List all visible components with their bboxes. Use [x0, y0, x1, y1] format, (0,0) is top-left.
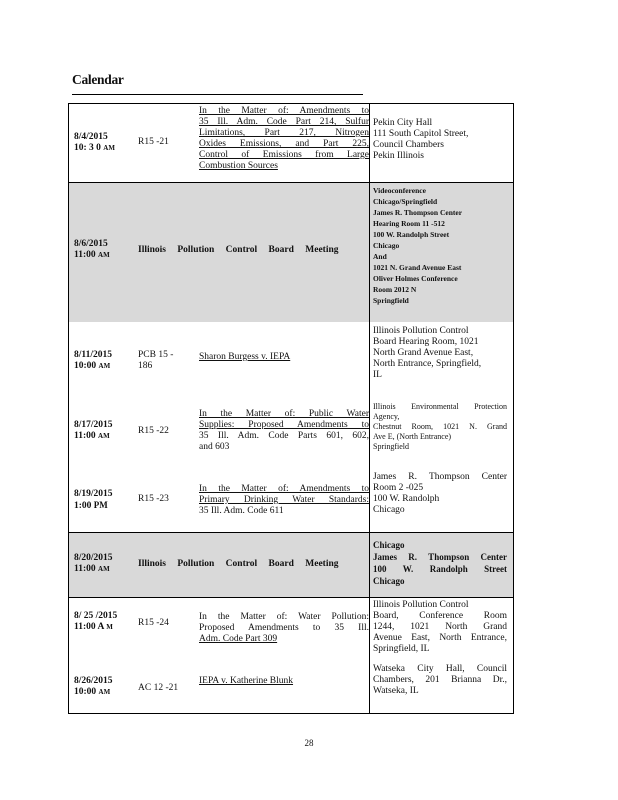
page-number: 28	[304, 738, 314, 748]
column-divider	[369, 183, 370, 322]
location: Illinois Pollution Control Board, Conference Room 1244, 1021 North Grand Avenue East, North Entrance, Springfield, IL	[373, 600, 507, 654]
column-divider	[369, 400, 370, 466]
date-cell: 8/6/2015 11:00 AM	[74, 239, 110, 260]
matter-description: IEPA v. Katherine Blunk	[199, 676, 294, 686]
case-number: R15 -23	[138, 494, 169, 504]
date-cell: 8/11/2015 10:00 AM	[74, 350, 113, 371]
matter-description: In the Matter of: Amendments to 35 Ill. Adm. Code Part 214, Sulfur Limitations, Part 217, Nitrogen Oxides Emissions, and Part 225, Control of Emissions from Large Combustion Sources	[199, 106, 369, 171]
case-number: R15 -21	[138, 137, 169, 147]
column-divider	[369, 654, 370, 713]
date-cell: 8/4/2015 10: 3 0 AM	[74, 132, 115, 153]
location: Videoconference Chicago/Springfield James R. Thompson Center Hearing Room 11 -512 100 W. Randolph Street Chicago And 1021 N. Grand Avenue East Oliver Holmes Conference Room 2012 N Springfield	[373, 186, 463, 305]
title-rule	[72, 94, 363, 95]
case-number: R15 -24	[138, 618, 169, 628]
column-divider	[369, 533, 370, 597]
location: James R. Thompson Center Room 2 -025 100 W. Randolph Chicago	[373, 472, 507, 515]
column-divider	[369, 466, 370, 532]
case-number: PCB 15 - 186	[138, 350, 174, 371]
table-row	[69, 466, 513, 532]
board-meeting-label: Illinois Pollution Control Board Meeting	[138, 559, 339, 569]
table-row	[69, 322, 513, 400]
matter-description: In the Matter of: Amendments to Primary Drinking Water Standards: 35 Ill. Adm. Code 611	[199, 484, 369, 516]
case-number: R15 -22	[138, 426, 169, 436]
matter-description: In the Matter of: Public Water Supplies: Proposed Amendments to 35 Ill. Adm. Code Parts 601, 602, and 603	[199, 409, 369, 452]
matter-description: In the Matter of: Water Pollution: Proposed Amendments to 35 Ill. Adm. Code Part 309	[199, 612, 369, 644]
board-meeting-label: Illinois Pollution Control Board Meeting	[138, 245, 339, 255]
location: Watseka City Hall, Council Chambers, 201 Brianna Dr., Watseka, IL	[373, 664, 507, 696]
date-cell: 8/26/2015 10:00 AM	[74, 676, 113, 697]
column-divider	[369, 598, 370, 654]
page-title: Calendar	[72, 72, 124, 87]
date-cell: 8/ 25 /2015 11:00 A M	[74, 611, 118, 632]
table-row-meeting	[69, 182, 513, 322]
table-row	[69, 654, 513, 713]
table-row-meeting	[69, 532, 513, 597]
matter-description: Sharon Burgess v. IEPA	[199, 352, 291, 362]
table-row	[69, 597, 513, 654]
case-number: AC 12 -21	[138, 683, 179, 693]
location: Illinois Environmental Protection Agency, Chestnut Room, 1021 N. Grand Ave E, (North Entrance) Springfield	[373, 402, 507, 451]
calendar-table	[68, 103, 514, 714]
location: Chicago James R. Thompson Center 100 W. Randolph Street Chicago	[373, 540, 507, 586]
date-cell: 8/19/2015 1:00 PM	[74, 489, 113, 511]
date-cell: 8/17/2015 11:00 AM	[74, 420, 113, 441]
column-divider	[369, 322, 370, 400]
table-row	[69, 400, 513, 466]
date-cell: 8/20/2015 11:00 AM	[74, 553, 113, 574]
table-row	[69, 104, 513, 182]
location: Illinois Pollution Control Board Hearing Room, 1021 North Grand Avenue East, North Entrance, Springfield, IL	[373, 326, 482, 380]
column-divider	[369, 104, 370, 182]
location: Pekin City Hall 111 South Capitol Street, Council Chambers Pekin Illinois	[373, 118, 469, 161]
